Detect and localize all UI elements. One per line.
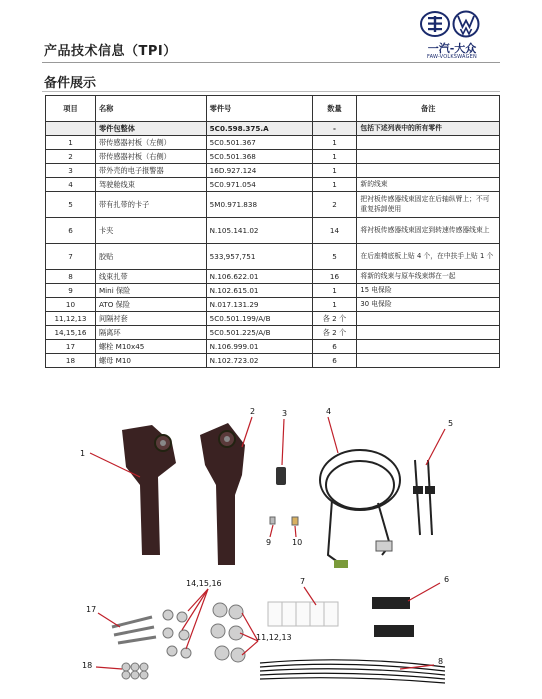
- table-row: [46, 270, 500, 284]
- cell-quantity: 16: [312, 270, 357, 284]
- table-row: [46, 192, 500, 218]
- col-header-item: 项目: [46, 96, 96, 122]
- callout-11-12-13: 11,12,13: [256, 633, 292, 642]
- table-row: [46, 122, 500, 136]
- cell-part-number: N.102.615.01: [206, 284, 312, 298]
- cell-note: 新的线束: [357, 178, 500, 192]
- cell-item: 8: [46, 270, 96, 284]
- cell-part-number: 5C0.501.225/A/B: [206, 326, 312, 340]
- cell-name: 驾驶舱线束: [95, 178, 206, 192]
- callout-6: 6: [444, 575, 450, 584]
- cell-quantity: 2: [312, 192, 357, 218]
- cell-part-number: N.017.131.29: [206, 298, 312, 312]
- cell-quantity: 1: [312, 164, 357, 178]
- cable-clips-illustration: [414, 460, 434, 535]
- cell-part-number: 5C0.501.199/A/B: [206, 312, 312, 326]
- page-title: 产品技术信息（TPI）: [44, 44, 177, 59]
- callout-10: 10: [292, 538, 303, 547]
- cell-note: [357, 136, 500, 150]
- callout-5: 5: [448, 419, 454, 428]
- cell-part-number: 5C0.971.054: [206, 178, 312, 192]
- cell-note: [357, 340, 500, 354]
- table-row: [46, 340, 500, 354]
- callout-14-15-16: 14,15,16: [186, 579, 222, 588]
- callout-2: 2: [250, 407, 256, 416]
- cell-item: 2: [46, 150, 96, 164]
- cell-quantity: 1: [312, 298, 357, 312]
- right-sensor-bracket-illustration: [200, 423, 245, 565]
- cell-quantity: 各 2 个: [312, 312, 357, 326]
- cell-quantity: -: [312, 122, 357, 136]
- cell-note: [357, 354, 500, 368]
- parts-table: [45, 95, 500, 368]
- table-row: [46, 312, 500, 326]
- cable-ties-illustration: [260, 660, 445, 683]
- cell-quantity: 6: [312, 340, 357, 354]
- cell-quantity: 14: [312, 218, 357, 244]
- cell-part-number: N.105.141.02: [206, 218, 312, 244]
- cell-quantity: 1: [312, 136, 357, 150]
- cell-quantity: 5: [312, 244, 357, 270]
- cell-name: ATO 保险: [95, 298, 206, 312]
- table-row: [46, 298, 500, 312]
- cell-item: [46, 122, 96, 136]
- callout-8: 8: [438, 657, 444, 666]
- table-row: [46, 284, 500, 298]
- cell-name: 带外壳的电子报警器: [95, 164, 206, 178]
- callout-9: 9: [266, 538, 272, 547]
- clip-sets-illustration: [372, 597, 414, 637]
- cell-item: 1: [46, 136, 96, 150]
- cell-name: 胶贴: [95, 244, 206, 270]
- cell-item: 5: [46, 192, 96, 218]
- callout-18: 18: [82, 661, 93, 670]
- cell-note: 将新的线束与原车线束绑在一起: [357, 270, 500, 284]
- table-body: [46, 122, 500, 368]
- cell-part-number: N.102.723.02: [206, 354, 312, 368]
- cell-name: 隔离环: [95, 326, 206, 340]
- col-header-name: 名称: [95, 96, 206, 122]
- stickers-illustration: [268, 602, 338, 626]
- parts-illustration: [60, 405, 480, 695]
- cell-item: 9: [46, 284, 96, 298]
- cell-note: 在后座椅底板上贴 4 个，在中扶手上贴 1 个: [357, 244, 500, 270]
- col-header-part-number: 零件号: [206, 96, 312, 122]
- logo-wordmark: 一汽-大众: [427, 42, 477, 55]
- cell-note: 包括下述列表中的所有零件: [357, 122, 500, 136]
- cell-part-number: 5C0.501.368: [206, 150, 312, 164]
- ato-fuse-illustration: [292, 517, 298, 525]
- cell-name: 卡夹: [95, 218, 206, 244]
- table-row: [46, 244, 500, 270]
- cell-note: 将衬板传感器线束固定到转速传感器线束上: [357, 218, 500, 244]
- cell-item: 18: [46, 354, 96, 368]
- cell-name: 螺母 M10: [95, 354, 206, 368]
- mini-fuse-illustration: [270, 517, 275, 524]
- alarm-unit-illustration: [276, 467, 286, 485]
- cell-item: 17: [46, 340, 96, 354]
- col-header-note: 备注: [357, 96, 500, 122]
- table-header-row: [46, 96, 500, 122]
- cell-note: [357, 150, 500, 164]
- table-row: [46, 354, 500, 368]
- cell-part-number: 5M0.971.838: [206, 192, 312, 218]
- cell-note: 15 电保险: [357, 284, 500, 298]
- col-header-quantity: 数量: [312, 96, 357, 122]
- cell-quantity: 各 2 个: [312, 326, 357, 340]
- cell-quantity: 1: [312, 150, 357, 164]
- table-row: [46, 150, 500, 164]
- table-row: [46, 164, 500, 178]
- logo-subtitle: FAW-VOLKSWAGEN: [427, 54, 477, 60]
- callout-7: 7: [300, 577, 306, 586]
- callout-1: 1: [80, 449, 86, 458]
- harness-connector-grey: [376, 541, 392, 551]
- cell-name: 带传感器衬板（左侧）: [95, 136, 206, 150]
- section-divider: [42, 91, 500, 92]
- cell-quantity: 1: [312, 284, 357, 298]
- cell-part-number: N.106.622.01: [206, 270, 312, 284]
- cell-item: 4: [46, 178, 96, 192]
- cell-name: 线束扎带: [95, 270, 206, 284]
- cell-item: 10: [46, 298, 96, 312]
- cell-name: 带有扎带的卡子: [95, 192, 206, 218]
- left-sensor-bracket-illustration: [122, 425, 176, 555]
- spacer-rings-illustration: [163, 603, 245, 662]
- cell-item: 7: [46, 244, 96, 270]
- cell-name: 带传感器衬板（右侧）: [95, 150, 206, 164]
- harness-connector-green: [334, 560, 348, 568]
- bolts-illustration: [112, 617, 156, 643]
- cell-name: 间隔衬套: [95, 312, 206, 326]
- table-row: [46, 326, 500, 340]
- cell-part-number: 5C0.501.367: [206, 136, 312, 150]
- cell-item: 6: [46, 218, 96, 244]
- parts-figure: [60, 405, 480, 695]
- table-row: [46, 178, 500, 192]
- table-row: [46, 136, 500, 150]
- cell-item: 14,15,16: [46, 326, 96, 340]
- cell-note: 把衬板传感器线束固定在后轴纵臂上；不可重复拆卸使用: [357, 192, 500, 218]
- cell-name: 螺栓 M10x45: [95, 340, 206, 354]
- cell-part-number: 16D.927.124: [206, 164, 312, 178]
- cell-part-number: 5C0.598.375.A: [206, 122, 312, 136]
- cell-note: [357, 312, 500, 326]
- cell-part-number: N.106.999.01: [206, 340, 312, 354]
- table-row: [46, 218, 500, 244]
- cell-note: [357, 164, 500, 178]
- nuts-illustration: [122, 663, 148, 679]
- cell-quantity: 6: [312, 354, 357, 368]
- callout-17: 17: [86, 605, 97, 614]
- cell-item: 11,12,13: [46, 312, 96, 326]
- cell-item: 3: [46, 164, 96, 178]
- cell-part-number: 533,957,751: [206, 244, 312, 270]
- callout-3: 3: [282, 409, 288, 418]
- cell-note: 30 电保险: [357, 298, 500, 312]
- section-title: 备件展示: [44, 76, 97, 91]
- cell-note: [357, 326, 500, 340]
- cell-name: 零件包整体: [95, 122, 206, 136]
- cell-quantity: 1: [312, 178, 357, 192]
- cell-name: Mini 保险: [95, 284, 206, 298]
- callout-4: 4: [326, 407, 332, 416]
